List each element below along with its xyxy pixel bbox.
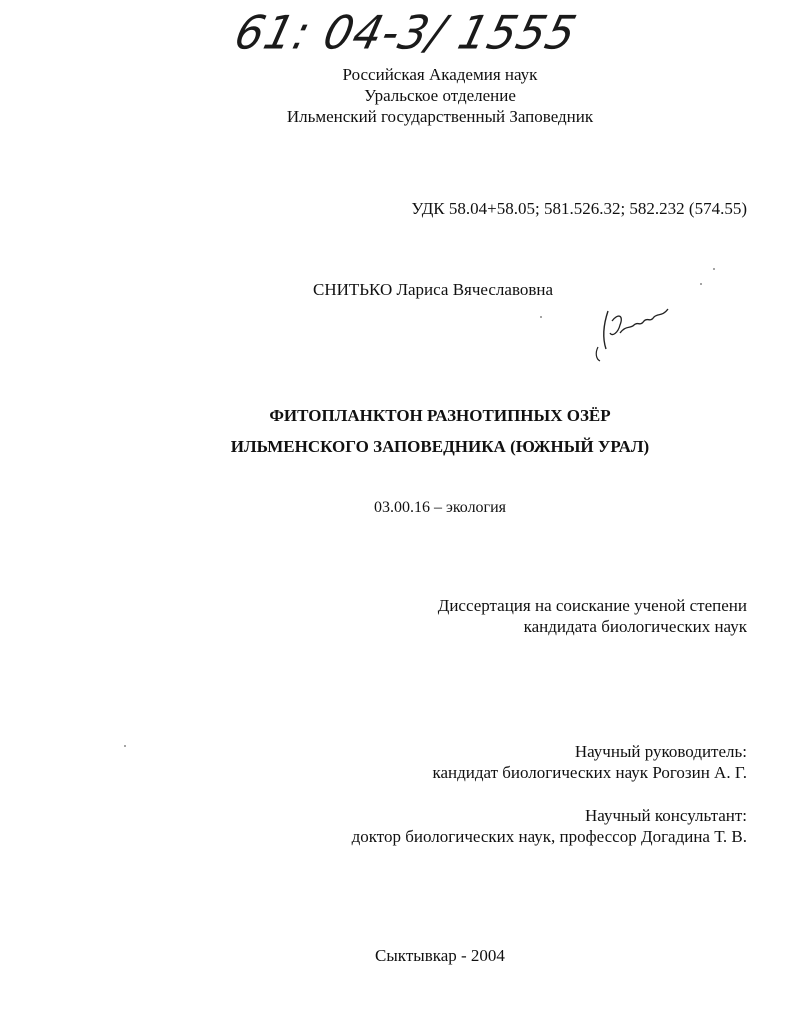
- consultant-name: доктор биологических наук, профессор Догадина Т. В.: [351, 827, 747, 846]
- institution-line-3: Ильменский государственный Заповедник: [286, 107, 594, 126]
- institution-line-2: Уральское отделение: [364, 86, 516, 105]
- dissertation-title-line-1: ФИТОПЛАНКТОН РАЗНОТИПНЫХ ОЗЁР: [269, 406, 611, 425]
- city-and-year: Сыктывкар - 2004: [375, 946, 505, 965]
- signature-mark: [590, 303, 680, 365]
- institution-line-1: Российская Академия наук: [342, 65, 538, 84]
- supervisor-name: кандидат биологических наук Рогозин А. Г.: [432, 763, 747, 782]
- scan-speck: [700, 283, 702, 285]
- degree-line-1: Диссертация на соискание ученой степени: [437, 596, 747, 615]
- scan-speck: [713, 268, 715, 270]
- supervisor-label: Научный руководитель:: [574, 742, 747, 761]
- scan-speck: [124, 745, 126, 747]
- dissertation-title-line-2: ИЛЬМЕНСКОГО ЗАПОВЕДНИКА (ЮЖНЫЙ УРАЛ): [230, 437, 650, 456]
- scan-speck: [540, 316, 542, 318]
- handwritten-archive-code: 61: 04-3/ 1555: [229, 6, 583, 61]
- udk-code: УДК 58.04+58.05; 581.526.32; 582.232 (574.55): [411, 199, 747, 218]
- degree-line-2: кандидата биологических наук: [523, 617, 747, 636]
- consultant-label: Научный консультант:: [585, 806, 747, 825]
- specialty-code: 03.00.16 – экология: [373, 499, 507, 516]
- author-name: СНИТЬКО Лариса Вячеславовна: [313, 280, 554, 299]
